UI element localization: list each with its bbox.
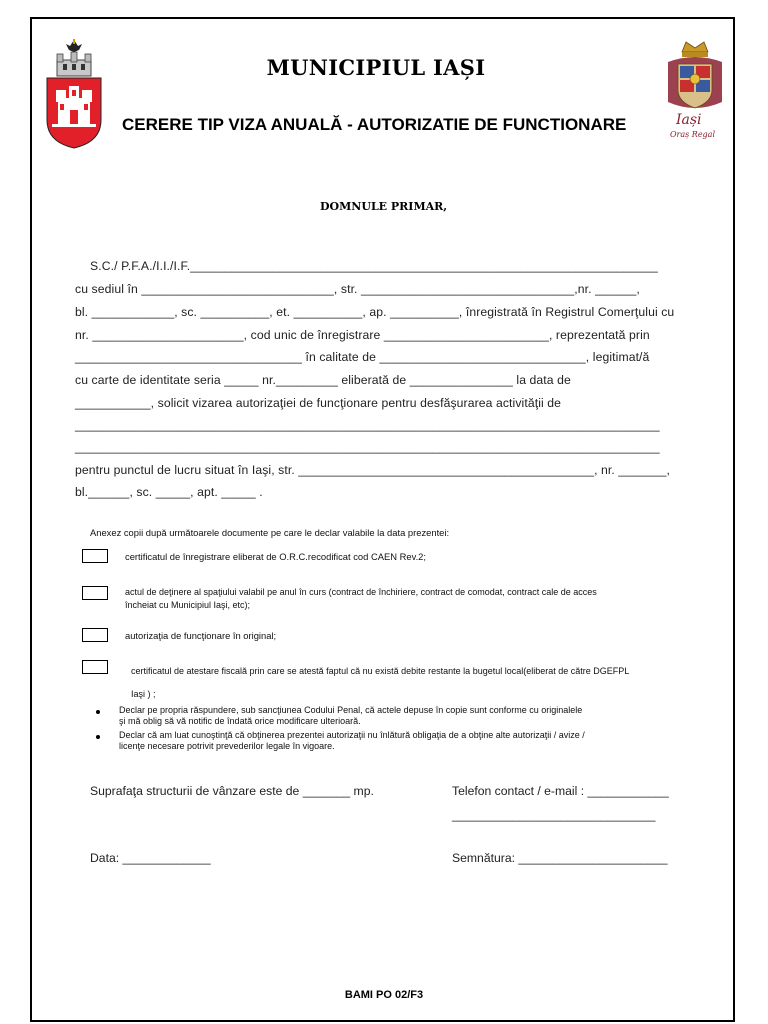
form-line-id-card: cu carte de identitate seria _____ nr._________ eliberată de _______________ la data de: [75, 373, 571, 387]
document-item: [125, 586, 597, 612]
annex-intro: Anexez copii după următoarele documente pe care le declar valabile la data prezentei:: [90, 527, 450, 538]
document-item: [131, 660, 629, 706]
form-line-registration: nr. ______________________, cod unic de înregistrare ________________________, reprezentată prin: [75, 328, 650, 342]
date-field: Data: _____________: [90, 851, 211, 865]
form-line-entity: S.C./ P.F.A./I.I./I.F.____________________________________________________________________: [90, 259, 658, 273]
document-checkbox[interactable]: [82, 549, 108, 563]
logo-text-iasi: Iași: [676, 112, 702, 128]
page-frame: [30, 17, 735, 1022]
declaration-item: [119, 730, 585, 752]
form-line-address: bl. ____________, sc. __________, et. __________, ap. __________, înregistrată în Registrul Comerţului cu: [75, 305, 675, 319]
logo-text-oras-regal: Oraș Regal: [670, 130, 716, 139]
document-item-line: încheiat cu Municipiul Iaşi, etc);: [125, 600, 251, 610]
contact-field-continuation: ______________________________: [452, 808, 656, 822]
document-item-line: Iaşi ) ;: [131, 689, 156, 699]
document-item-line: certificatul de atestare fiscală prin care se atestă faptul că nu există debite restante la bugetul local(eliberat de către DGEFPL: [131, 666, 630, 676]
document-item-line: actul de deţinere al spaţiului valabil pe anul în curs (contract de închiriere, contract de comodat, contract cale de acces: [125, 587, 597, 597]
declaration-line: Declar că am luat cunoştinţă că obţinerea prezentei autorizaţii nu înlătură obligaţia de a obţine alte autorizaţii / avize /: [119, 730, 585, 740]
document-item: certificatul de înregistrare eliberat de O.R.C.recodificat cod CAEN Rev.2;: [125, 551, 426, 562]
declaration-line: şi mă oblig să vă notific de îndată orice modificare ulterioară.: [119, 716, 361, 726]
form-line-activity-2: _____________________________________________________________________________________: [75, 440, 660, 454]
form-subtitle: CERERE TIP VIZA ANUALĂ - AUTORIZATIE DE FUNCTIONARE: [122, 115, 627, 134]
greeting: DOMNULE PRIMAR,: [320, 200, 448, 213]
signature-field: Semnătura: ______________________: [452, 851, 668, 865]
form-line-representative: _________________________________ în calitate de ______________________________, legitimat/ă: [75, 350, 650, 364]
form-line-workplace: pentru punctul de lucru situat în Iaşi, str. ___________________________________________, nr. _______,: [75, 463, 671, 477]
document-checkbox[interactable]: [82, 628, 108, 642]
form-line-headquarters: cu sediul în ____________________________, str. _______________________________,nr. ______,: [75, 282, 640, 296]
bullet-icon: [96, 710, 100, 714]
form-line-request: ___________, solicit vizarea autorizaţiei de funcţionare pentru desfăşurarea activităţii de: [75, 396, 562, 410]
declaration-item: [119, 705, 582, 727]
declaration-line: Declar pe propria răspundere, sub sancţiunea Codului Penal, că actele depuse în copie sunt conforme cu originalele: [119, 705, 583, 715]
document-checkbox[interactable]: [82, 660, 108, 674]
declaration-line: licenţe necesare potrivit prevederilor legale în vigoare.: [119, 741, 335, 751]
document-code: BAMI PO 02/F3: [344, 989, 424, 1001]
bullet-icon: [96, 735, 100, 739]
form-line-activity-1: _____________________________________________________________________________________: [75, 418, 660, 432]
document-item: autorizaţia de funcţionare în original;: [125, 630, 277, 641]
contact-field: Telefon contact / e-mail : ____________: [452, 784, 669, 798]
form-line-workplace-details: bl.______, sc. _____, apt. _____ .: [75, 485, 263, 499]
sales-area-field: Suprafaţa structurii de vânzare este de _______ mp.: [90, 784, 374, 798]
document-checkbox[interactable]: [82, 586, 108, 600]
page-title: MUNICIPIUL IAȘI: [266, 55, 486, 80]
